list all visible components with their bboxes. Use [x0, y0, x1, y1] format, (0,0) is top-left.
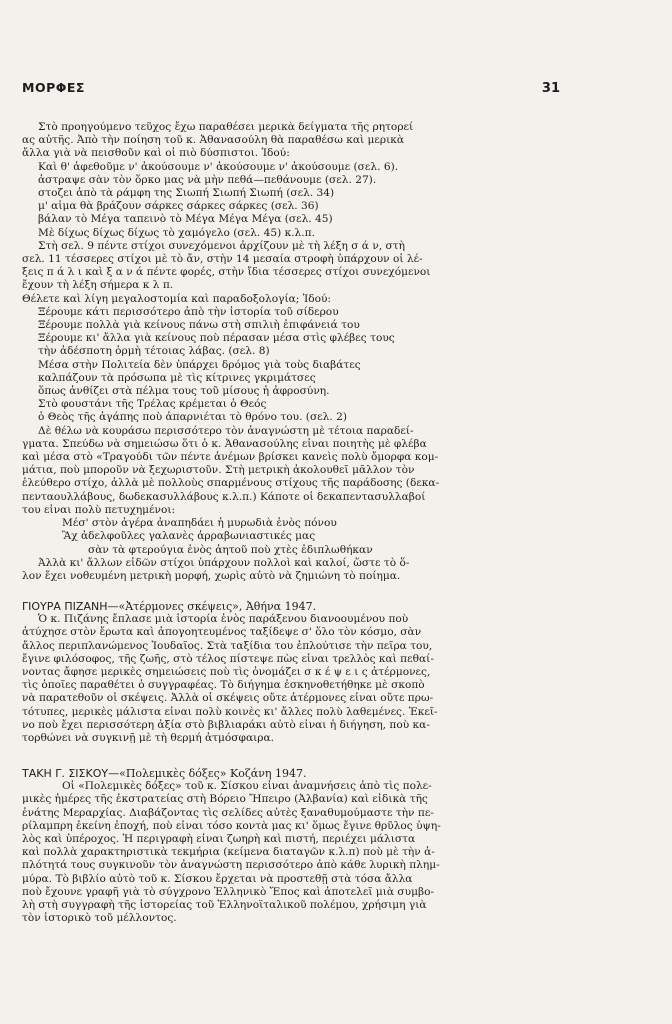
text-line: λον ἔχει νοθευμένη μετρικὴ μορφή, χωρὶς αὐτὸ νὰ ζημιώνη τὸ ποίημα. [22, 569, 401, 582]
text-line: Μέσα στὴν Πολιτεία δὲν ὑπάρχει δρόμος γιὰ τοὺς διαβάτες [38, 358, 361, 371]
review-place-year: , Ἀθήνα 1947. [238, 600, 317, 613]
text-line: ξεις π ά λ ι καὶ ξ α ν ά πέντε φορές, στὴν ἴδια τέσσερες στίχοι συνεχόμενοι [22, 266, 431, 279]
review-book-title: «Πολεμικὲς δόξες» [119, 767, 227, 780]
text-line: τότυπες, μερικὲς μάλιστα εἶναι πολὺ κοινὲς κι' ἄλλες πολὺ λαθεμένες. Ἐκεῖ- [22, 705, 438, 718]
text-line: ἀστραψε σὰν τὸν ὅρκο μας νὰ μὴν πεθά—πεθάνουμε (σελ. 27). [38, 173, 377, 186]
text-line: λὴ στὴ συγγραφὴ τῆς ἱστορείας τοῦ Ἑλληνοϊταλικοῦ πολέμου, χρήσιμη γιὰ [22, 899, 427, 912]
text-line: Στὸ φουστάνι τῆς Τρέλας κρέμεται ὁ Θεός [38, 398, 267, 411]
text-line: σὰν τὰ φτερούγια ἑνὸς ἀητοῦ ποὺ χτὲς ἐδιπλωθήκαν [88, 543, 373, 556]
text-line: ἔγινε φιλόσοφος, τῆς ζωῆς, στὸ τέλος πίστεψε πὼς εἶναι τρελλὸς καὶ πεθαί- [22, 652, 434, 665]
text-line: Ἂχ ἀδελφοῦλες γαλανὲς ἀρραβωνιαστικές μας [62, 530, 316, 543]
text-line: μικὲς ἡμέρες τῆς ἐκστρατείας στὴ Βόρειο Ἤπειρο (Ἀλβανία) καὶ εἰδικὰ τῆς [22, 793, 428, 806]
review-athanasoulis [22, 121, 564, 583]
text-line: στοζει ἀπὸ τὰ ράμφη της Σιωπή Σιωπή Σιωπή (σελ. 34) [38, 187, 335, 200]
review-heading: ΤΑΚΗ Γ. ΣΙΣΚΟΥ—«Πολεμικὲς δόξες» Κοζάνη 1947. [22, 767, 307, 780]
text-line: Μέσ' στὸν ἀγέρα ἀναπηδάει ἡ μυρωδιὰ ἑνὸς πόνου [62, 517, 337, 530]
text-line: ὅπως ἀνθίζει στὰ πέλμα τους τοῦ μίσους ἡ ἀφροσύνη. [38, 385, 330, 398]
text-line: ἄλλος περιπλανώμενος Ἰουδαῖος. Στὰ ταξίδια του ἐπλούτισε τὴν πεῖρα του, [22, 639, 433, 652]
text-line: καὶ μέσα στὸ «Τραγούδι τῶν πέντε ἀνέμων βρίσκει κανεὶς πολὺ ὄμορφα κομ- [22, 451, 439, 464]
text-line: τὸν ἱστορικὸ τοῦ μέλλοντος. [22, 912, 177, 925]
text-line: τορθώνει νὰ συγκινῇ μὲ τὴ θερμή ἀτμόσφαιρα. [22, 732, 275, 745]
text-line: Στὴ σελ. 9 πέντε στίχοι συνεχόμενοι ἀρχίζουν μὲ τὴ λέξη σ ά ν, στὴ [38, 239, 405, 252]
text-line: σελ. 11 τέσσερες στίχοι μὲ τὸ ἄν, στὴν 14 μεσαία στροφὴ ὑπάρχουν οἱ λέ- [22, 253, 423, 266]
text-line: πλότητά τους συγκινοῦν τὸν ἀναγνώστη περισσότερο ἀπὸ κάθε λυρικὴ πλημ- [22, 859, 440, 872]
text-line: ας αὐτῆς. Ἀπὸ τὴν ποίηση τοῦ κ. Ἀθανασούλη θὰ παραθέσω καὶ μερικὰ [22, 134, 405, 147]
text-line: γματα. Σπεύδω νὰ σημειώσω ὅτι ὁ κ. Ἀθανασούλης εἶναι ποιητὴς μὲ φλέβα [22, 437, 427, 450]
review-author: ΓΙΟΥΡΑ ΠΙΖΑΝΗ [22, 600, 108, 613]
review-book-title: «Ἀτέρμονες σκέψεις» [118, 600, 239, 613]
text-line: καὶ πολλὰ χαρακτηριστικὰ τεκμήρια (κείμενα διαταγῶν κ.λ.π) ποὺ μὲ τὴν ἀ- [22, 846, 435, 859]
text-line: λὸς καὶ ὑπέροχος. Ἡ περιγραφὴ εἶναι ζωηρὴ καὶ πιστή, περιέχει μάλιστα [22, 833, 416, 846]
text-line: ποὺ ἔχουνε γραφῆ γιὰ τὸ σύγχρονο Ἑλληνικὸ Ἔπος καὶ ἀποτελεῖ μιὰ συμβο- [22, 885, 435, 898]
text-line: νὰ παρατεθοῦν οἱ σκέψεις. Ἀλλὰ οἱ σκέψεις οὔτε ἀτέρμονες εἶναι οὔτε πρω- [22, 692, 434, 705]
text-line: ἐλεύθερο στίχο, ἀλλὰ μὲ πολλοὺς σπαρμένους στίχους τῆς παράδοσης (δεκα- [22, 477, 440, 490]
text-line: Θέλετε καὶ λίγη μεγαλοστομία καὶ παραδοξολογία; Ἰδού: [22, 292, 331, 305]
text-line: μ' αἷμα θὰ βράζουν σάρκες σάρκες σάρκες (σελ. 36) [38, 200, 319, 213]
text-line: ἐνάτης Μεραρχίας. Διαβάζοντας τὶς σελίδες αὐτὲς ξαναθυμούμαστε τὴν πε- [22, 806, 434, 819]
review-siskou [22, 767, 564, 925]
text-line: Ξέρουμε κάτι περισσότερο ἀπὸ τὴν ἱστορία τοῦ σίδερου [38, 305, 339, 318]
text-line: νοντας ἄφησε μερικὲς σημειώσεις ποὺ τὶς ὀνομάζει σ κ έ ψ ε ι ς ἀτέρμονες, [22, 666, 431, 679]
review-heading: ΓΙΟΥΡΑ ΠΙΖΑΝΗ—«Ἀτέρμονες σκέψεις», Ἀθήνα 1947. [22, 600, 317, 613]
journal-title: ΜΟΡΦΕΣ [22, 80, 85, 95]
text-line: καλπάζουν τὰ πρόσωπα μὲ τὶς κίτρινες γκριμάτσες [38, 371, 316, 384]
text-line: ἔχουν τὴ λέξη σήμερα κ λ π. [22, 279, 174, 292]
text-line: μάτια, ποὺ μποροῦν νὰ ξεχωριστοῦν. Στὴ μετρικὴ ἀκολουθεῖ μᾶλλον τὸν [22, 464, 415, 477]
review-pizani [22, 600, 564, 745]
review-author: ΤΑΚΗ Γ. ΣΙΣΚΟΥ [22, 767, 109, 780]
text-line: ρίλαμπρη ἐκείνη ἐποχή, ποὺ εἶναι τόσο κοντὰ μας κι' ὅμως ἔγινε θρῦλος ὑψη- [22, 819, 441, 832]
text-line: Ξέρουμε κι' ἄλλα γιὰ κείνους ποὺ πέρασαν μέσα στὶς φλέβες τους [38, 332, 395, 345]
text-line: Στὸ προηγούμενο τεῦχος ἔχω παραθέσει μερικὰ δείγματα τῆς ρητορεί [38, 121, 414, 133]
running-header [22, 80, 560, 96]
text-line: μύρα. Τὸ βιβλίο αὐτὸ τοῦ κ. Σίσκου ἔρχεται νὰ προστεθῇ στὰ τόσα ἄλλα [22, 872, 413, 885]
text-line: βάλαν τὸ Μέγα ταπεινὸ τὸ Μέγα Μέγα Μέγα (σελ. 45) [38, 213, 333, 226]
text-line: Καὶ θ' ἀφεθοῦμε ν' ἀκούσουμε ν' ἀκούσουμε ν' ἀκούσουμε (σελ. 6). [38, 160, 399, 173]
text-line: τὴν ἀδέσποτη ὁρμὴ τέτοιας λάβας. (σελ. 8) [38, 345, 270, 358]
text-line: ἄλλα γιὰ νὰ πεισθοῦν καὶ οἱ πιὸ δύσπιστοι. Ἰδού: [22, 147, 290, 160]
text-line: νο ποὺ ἔχει περισσότερη ἀξία στὸ βιβλιαράκι αὐτὸ εἶναι ἡ διήγηση, ποὺ κα- [22, 718, 430, 731]
text-line: ἀτύχησε στὸν ἔρωτα καὶ ἀπογοητευμένος ταξίδεψε σ' ὅλο τὸν κόσμο, σὰν [22, 626, 422, 639]
text-line: Ξέρουμε πολλὰ γιὰ κείνους πάνω στὴ σπιλιὴ ἐπιφάνειά του [38, 319, 360, 332]
review-place-year: Κοζάνη 1947. [226, 767, 307, 780]
text-line: του εἶναι πολὺ πετυχημένοι: [22, 503, 176, 516]
text-line: πενταουλλάβους, δωδεκασυλλάβους κ.λ.π.) Κάποτε οἱ δεκαπεντασυλλαβοί [22, 490, 426, 503]
text-line: Μὲ δίχως δίχως δίχως τὸ χαμόγελο (σελ. 45) κ.λ.π. [38, 226, 315, 239]
text-line: ὁ Θεὸς τῆς ἀγάπης ποὺ ἀπαρνιέται τὸ θρόνο του. (σελ. 2) [38, 411, 347, 424]
text-line: Οἱ «Πολεμικὲς δόξες» τοῦ κ. Σίσκου εἶναι ἀναμνήσεις ἀπὸ τὶς πολε- [62, 780, 432, 793]
text-line: τὶς ὁποῖες παραθέτει ὁ συγγραφέας. Τὸ διήγημα ἐσκηνοθετήθηκε μὲ σκοπὸ [22, 679, 425, 692]
text-line: Δὲ θέλω νὰ κουράσω περισσότερο τὸν ἀναγνώστη μὲ τέτοια παραδεί- [38, 424, 414, 437]
text-line: Ὁ κ. Πιζάνης ἔπλασε μιὰ ἱστορία ἑνὸς παράξενου διανοουμένου ποὺ [38, 613, 409, 626]
text-line: Ἀλλὰ κι' ἄλλων εἰδῶν στίχοι ὑπάρχουν πολλοὶ καὶ καλοί, ὥστε τὸ ὅ- [38, 556, 410, 569]
page-number: 31 [541, 81, 560, 96]
